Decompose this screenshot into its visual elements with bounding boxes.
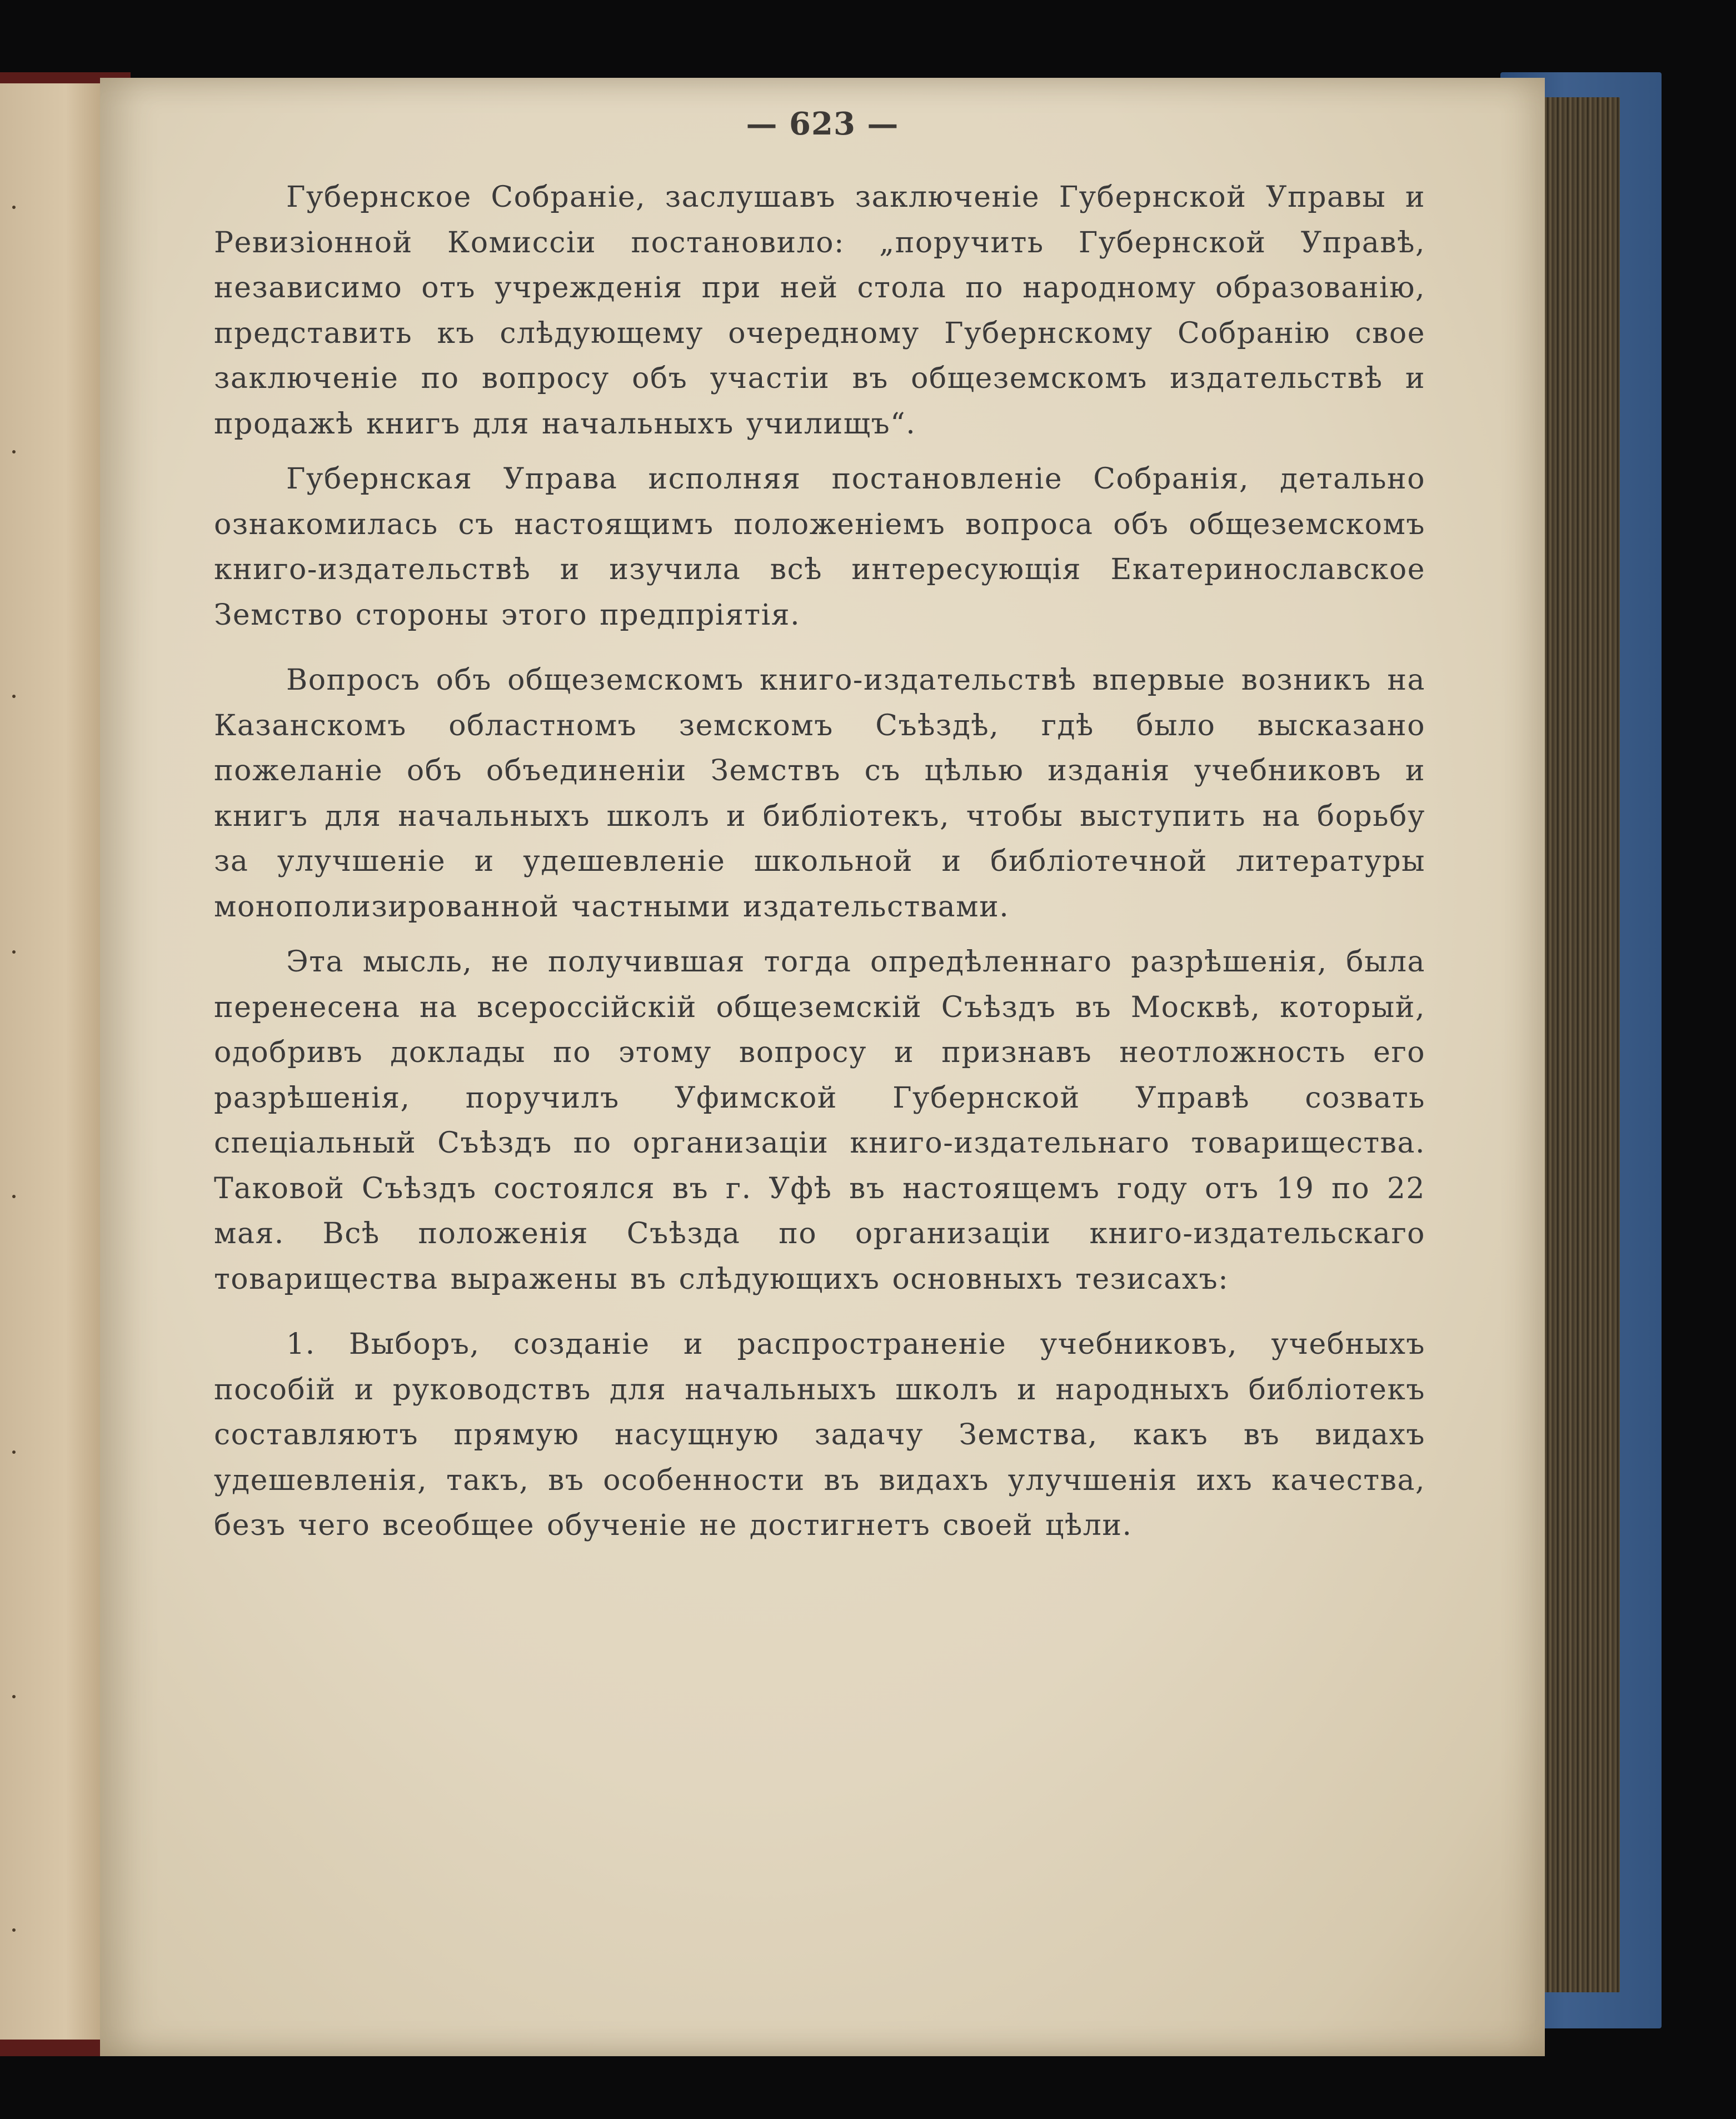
paragraph: Эта мысль, не получившая тогда опредѣленнаго разрѣшенія, была перенесена на всероссійскій общеземскій Съѣздъ въ Москвѣ, который, одобривъ доклады по этому вопросу и признавъ неотложность его разрѣшенія, поручилъ Уфимской Губернской Управѣ созвать спеціальный Съѣздъ по организаціи книго-издательнаго товарищества. Таковой Съѣздъ состоялся въ г. Уфѣ въ настоящемъ году отъ 19 по 22 мая. Всѣ положенія Съѣзда по организаціи книго-издательскаго товарищества выражены въ слѣдующихъ основныхъ тезисахъ: xyxy=(214,945,1425,1296)
facing-page-mark xyxy=(12,206,16,209)
facing-page-mark xyxy=(12,1195,16,1198)
facing-page-mark xyxy=(12,1450,16,1454)
facing-page-mark xyxy=(12,1928,16,1932)
paragraph: 1. Выборъ, созданіе и распространеніе учебниковъ, учебныхъ пособій и руководствъ для начальныхъ школъ и народныхъ библіотекъ составляютъ прямую насущную задачу Земства, какъ въ видахъ удешевленія, такъ, въ особенности въ видахъ улучшенія ихъ качества, безъ чего всеобщее обученіе не достигнетъ своей цѣли. xyxy=(214,1328,1425,1542)
facing-page-mark xyxy=(12,695,16,698)
facing-page-mark xyxy=(12,1695,16,1698)
facing-page-mark xyxy=(12,950,16,954)
page-number: — 623 — xyxy=(746,106,899,142)
facing-page-mark xyxy=(12,450,16,453)
book-page xyxy=(100,78,1545,2056)
paragraph: Вопросъ объ общеземскомъ книго-издательствѣ впервые возникъ на Казанскомъ областномъ земскомъ Съѣздѣ, гдѣ было высказано пожеланіе объ объединеніи Земствъ съ цѣлью изданія учебниковъ и книгъ для начальныхъ школъ и библіотекъ, чтобы выступить на борьбу за улучшеніе и удешевленіе школьной и библіотечной литературы монополизированной частными издательствами. xyxy=(214,664,1425,924)
page-body xyxy=(214,175,1425,1549)
paragraph: Губернская Управа исполняя постановленіе Собранія, детально ознакомилась съ настоящимъ положеніемъ вопроса объ общеземскомъ книго-издательствѣ и изучила всѣ интересующія Екатеринославское Земство стороны этого предпріятія. xyxy=(214,462,1425,632)
paragraph: Губернское Собраніе, заслушавъ заключеніе Губернской Управы и Ревизіонной Комиссіи постановило: „поручить Губернской Управѣ, независимо отъ учрежденія при ней стола по народному образованію, представить къ слѣдующему очередному Губернскому Собранію свое заключеніе по вопросу объ участіи въ общеземскомъ издательствѣ и продажѣ книгъ для начальныхъ училищъ“. xyxy=(214,181,1425,441)
